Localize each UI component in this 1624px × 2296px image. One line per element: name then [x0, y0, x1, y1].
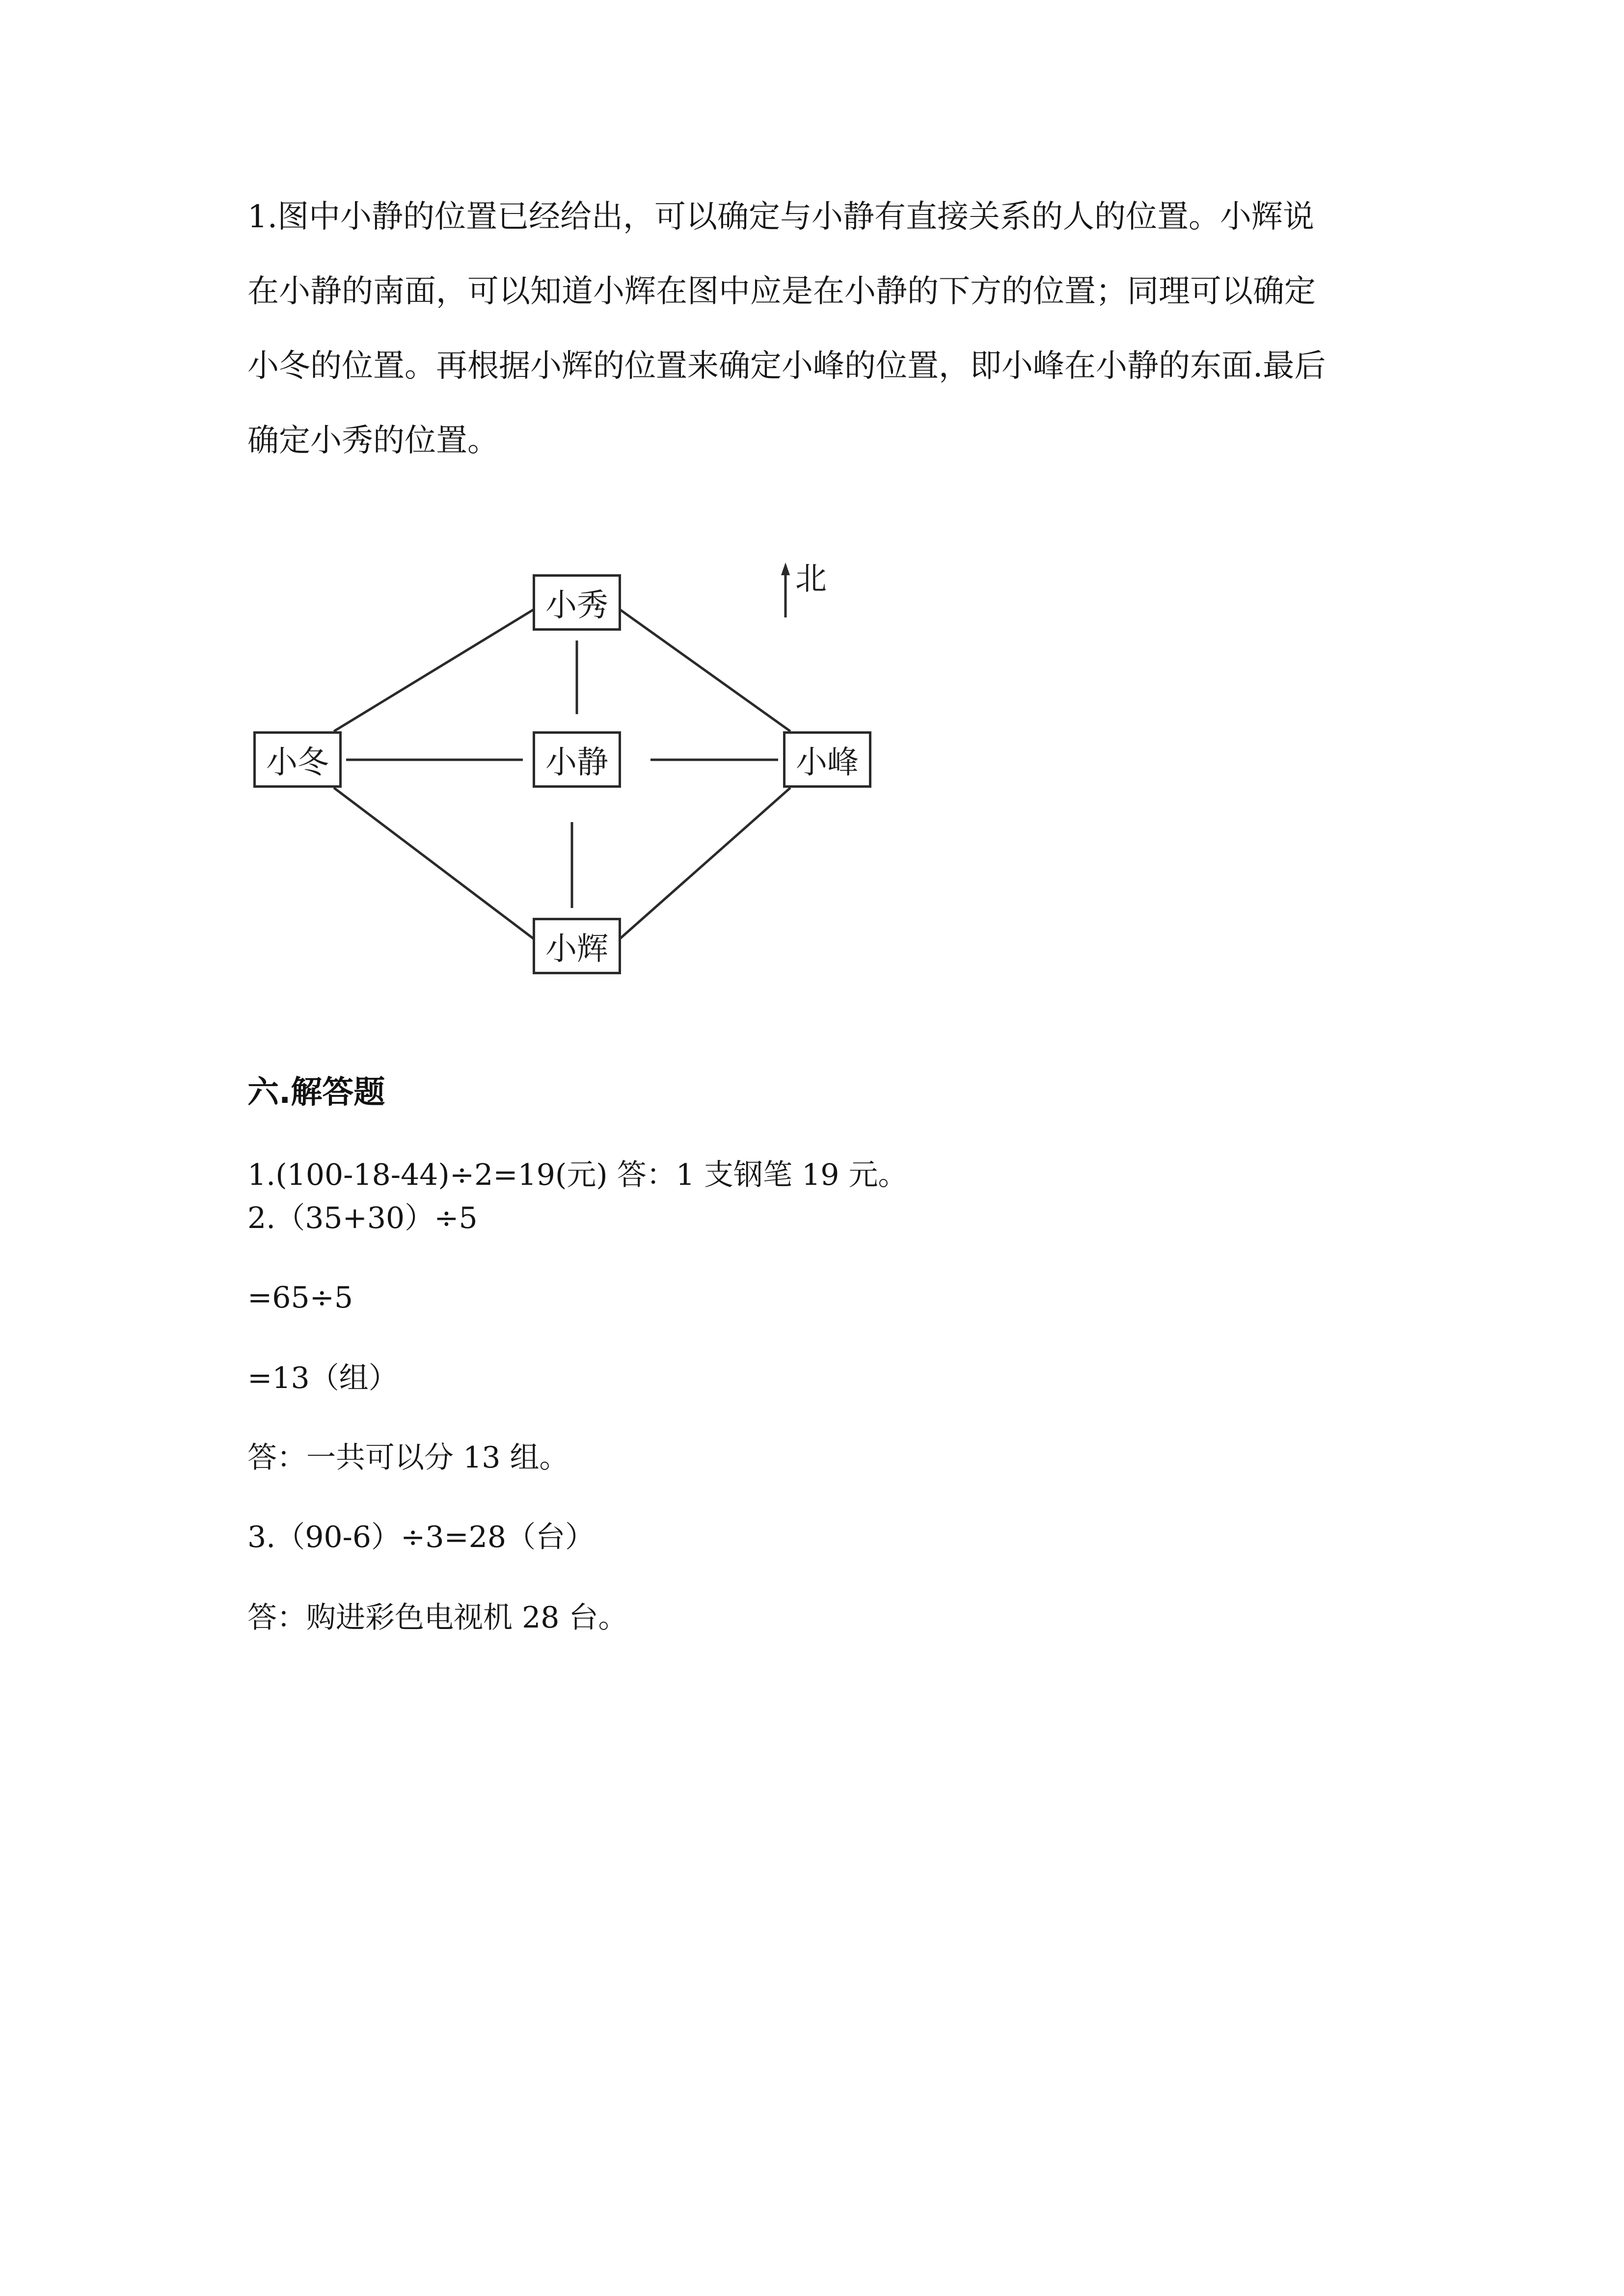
node-north: 小秀 [533, 574, 621, 631]
north-label: 北 [795, 561, 827, 597]
edge-north-east [619, 609, 790, 731]
answer-line-4: =13（组） [247, 1361, 398, 1395]
position-diagram [245, 530, 884, 987]
answer-line-6: 3.（90-6）÷3=28（台） [247, 1520, 595, 1554]
answer-line-7: 答：购进彩色电视机 28 台。 [247, 1601, 628, 1635]
answer-line-3: =65÷5 [247, 1281, 353, 1315]
answer-line-5: 答：一共可以分 13 组。 [247, 1441, 569, 1475]
node-west: 小冬 [253, 731, 342, 788]
node-east: 小峰 [783, 731, 871, 788]
explanation-line-3: 小冬的位置。再根据小辉的位置来确定小峰的位置，即小峰在小静的东面.最后 [247, 348, 1326, 384]
answer-line-1: 1.(100-18-44)÷2=19(元) 答：1 支钢笔 19 元。 [247, 1158, 908, 1192]
answer-line-2: 2.（35+30）÷5 [247, 1201, 478, 1235]
explanation-line-2: 在小静的南面，可以知道小辉在图中应是在小静的下方的位置；同理可以确定 [247, 273, 1316, 310]
north-arrow-head [781, 562, 790, 575]
explanation-line-1: 1.图中小静的位置已经给出，可以确定与小静有直接关系的人的位置。小辉说 [247, 199, 1315, 235]
section-heading: 六.解答题 [247, 1074, 385, 1111]
edge-west-north [334, 609, 535, 731]
edge-east-south [619, 788, 790, 940]
edge-west-south [334, 788, 535, 940]
node-center: 小静 [533, 731, 621, 788]
node-south: 小辉 [533, 918, 621, 974]
explanation-line-4: 确定小秀的位置。 [247, 423, 499, 459]
